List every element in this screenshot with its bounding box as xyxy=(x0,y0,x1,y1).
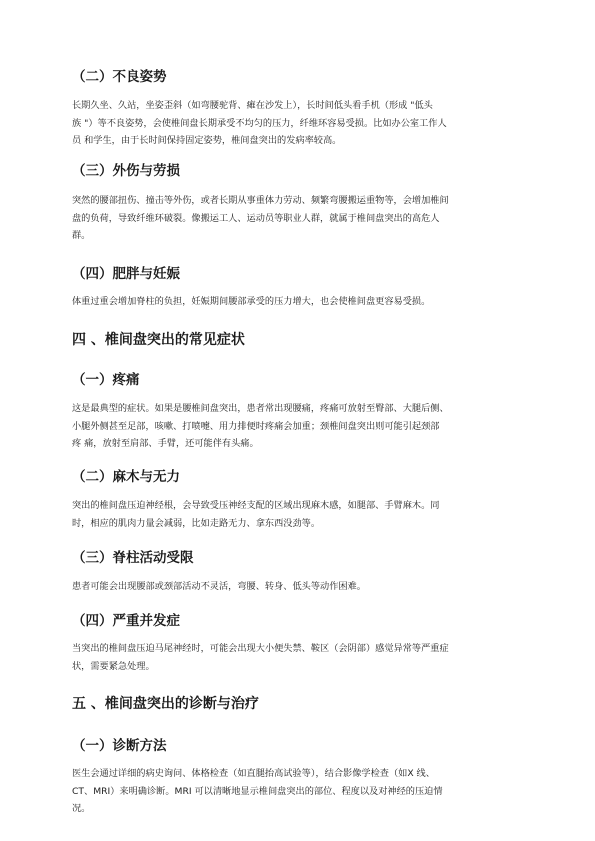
text-line: 群。 xyxy=(72,230,91,241)
section-heading-obesity-pregnancy: （四）肥胖与妊娠 xyxy=(72,266,180,282)
text-line: 体重过重会增加脊柱的负担，妊娠期间腰部承受的压力增大，也会使椎间盘更容易受损。 xyxy=(72,296,431,307)
text-line: 突出的椎间盘压迫神经根，会导致受压神经支配的区域出现麻木感，如腿部、手臂麻木。同 xyxy=(72,500,440,511)
text-line: 盘的负荷，导致纤维环破裂。像搬运工人、运动员等职业人群，就属于椎间盘突出的高危人 xyxy=(72,212,440,224)
text-line: CT、MRI）来明确诊断。MRI 可以清晰地显示椎间盘突出的部位、程度以及对神经的压迫情 xyxy=(72,785,443,797)
paragraph-injury-strain xyxy=(72,192,532,245)
text-line: 这是最典型的症状。如果是腰椎间盘突出，患者常出现腰痛，疼痛可放射至臀部、大腿后侧、 xyxy=(72,403,449,414)
paragraph-diagnosis-methods xyxy=(72,765,532,818)
section-heading-bad-posture: （二）不良姿势 xyxy=(72,69,167,85)
chapter-heading-symptoms: 四 、椎间盘突出的常见症状 xyxy=(72,332,245,348)
section-heading-injury-strain: （三）外伤与劳损 xyxy=(72,163,180,179)
section-heading-numbness-weakness: （二）麻木与无力 xyxy=(72,469,180,485)
section-heading-limited-mobility: （三）脊柱活动受限 xyxy=(72,550,194,566)
text-line: 族 "）等不良姿势，会使椎间盘长期承受不均匀的压力，纤维环容易受损。比如办公室工作人 xyxy=(72,117,447,129)
paragraph-pain xyxy=(72,400,532,453)
text-line: 小腿外侧甚至足部，咳嗽、打喷嚏、用力排便时疼痛会加重；颈椎间盘突出则可能引起颈部 xyxy=(72,420,440,432)
chapter-heading-diagnosis-treatment: 五 、椎间盘突出的诊断与治疗 xyxy=(72,696,259,712)
text-line: 员 和学生，由于长时间保持固定姿势，椎间盘突出的发病率较高。 xyxy=(72,135,342,146)
text-line: 患者可能会出现腰部或颈部活动不灵活，弯腰、转身、低头等动作困难。 xyxy=(72,581,366,592)
section-heading-pain: （一）疼痛 xyxy=(72,372,140,388)
paragraph-limited-mobility xyxy=(72,578,532,596)
paragraph-bad-posture xyxy=(72,97,532,150)
text-line: 时，相应的肌肉力量会减弱，比如走路无力、拿东西没劲等。 xyxy=(72,517,321,529)
paragraph-numbness-weakness xyxy=(72,497,532,532)
text-line: 突然的腰部扭伤、撞击等外伤，或者长期从事重体力劳动、频繁弯腰搬运重物等，会增加椎间 xyxy=(72,195,449,206)
text-line: 况。 xyxy=(72,803,91,814)
text-line: 长期久坐、久站，坐姿歪斜（如弯腰驼背、瘫在沙发上），长时间低头看手机（形成 "低头 xyxy=(72,100,433,111)
section-heading-diagnosis-methods: （一）诊断方法 xyxy=(72,738,167,754)
text-line: 医生会通过详细的病史询问、体格检查（如直腿抬高试验等），结合影像学检查（如X 线、 xyxy=(72,768,435,779)
text-line: 疼 痛，放射至肩部、手臂，还可能伴有头痛。 xyxy=(72,438,259,449)
text-line: 当突出的椎间盘压迫马尾神经时，可能会出现大小便失禁、鞍区（会阴部）感觉异常等严重症 xyxy=(72,643,449,654)
paragraph-obesity-pregnancy xyxy=(72,293,532,311)
text-line: 状，需要紧急处理。 xyxy=(72,660,155,672)
paragraph-complications xyxy=(72,640,532,675)
section-heading-complications: （四）严重并发症 xyxy=(72,613,180,629)
